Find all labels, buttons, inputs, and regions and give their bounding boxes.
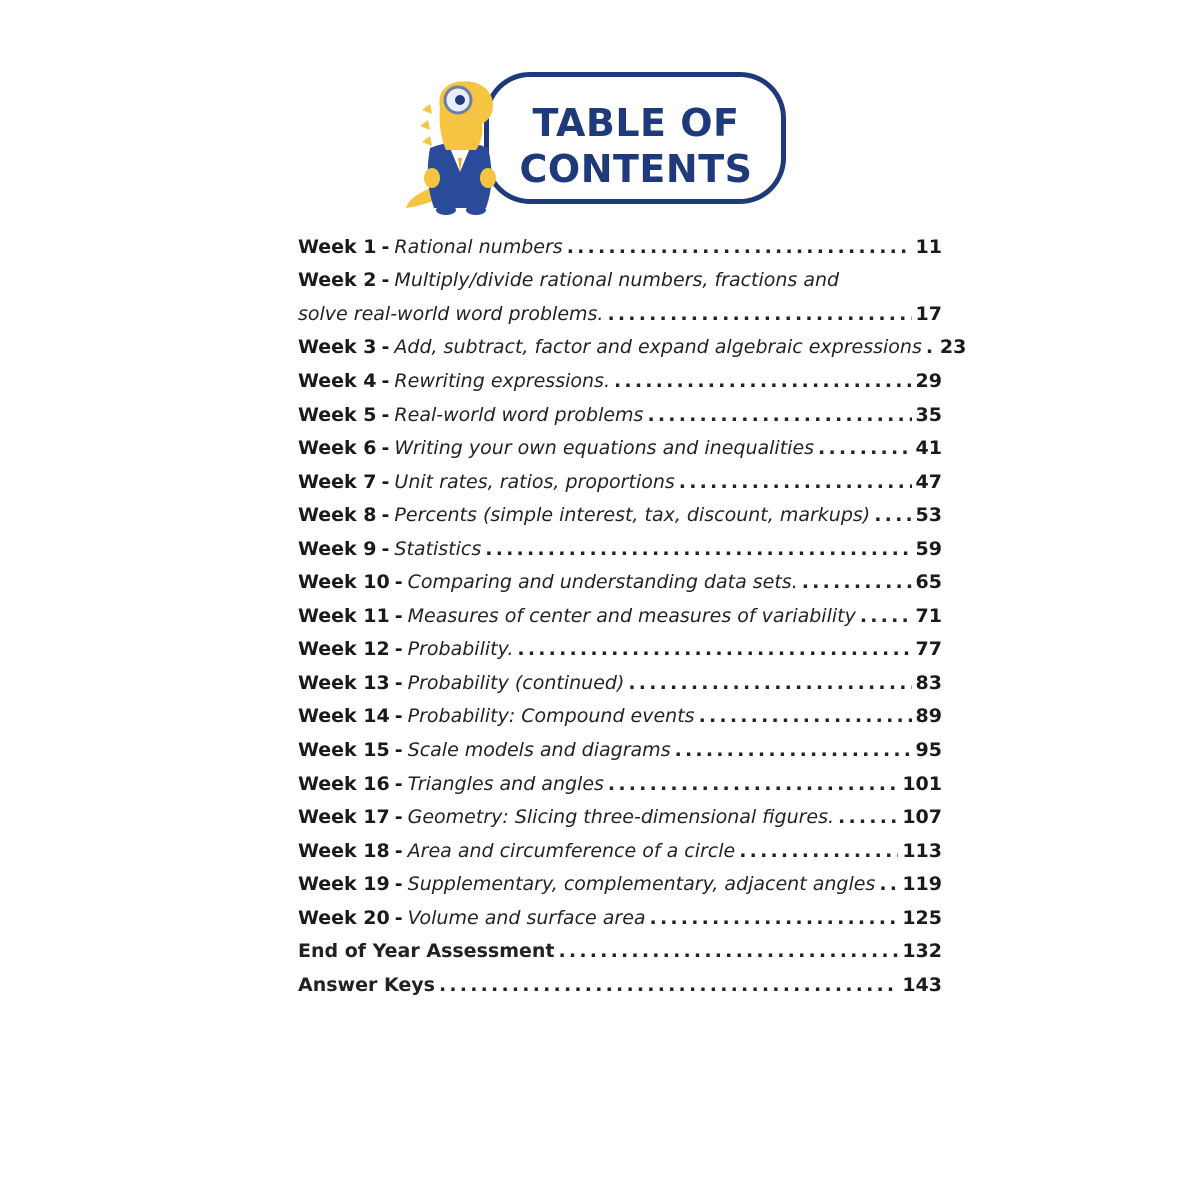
dot-leader bbox=[818, 437, 912, 459]
page-number: 59 bbox=[915, 537, 942, 560]
toc-entry-week-3[interactable] bbox=[298, 331, 967, 365]
entry-title: Area and circumference of a circle bbox=[407, 839, 736, 862]
dot-leader bbox=[838, 806, 898, 828]
entry-title: Rewriting expressions. bbox=[394, 369, 610, 392]
separator: - bbox=[381, 437, 390, 460]
toc-entry-week-19[interactable] bbox=[298, 867, 942, 901]
page-number: 17 bbox=[915, 302, 942, 325]
separator: - bbox=[381, 235, 390, 258]
toc-entry-week-1[interactable] bbox=[298, 230, 942, 264]
toc-entry-week-15[interactable] bbox=[298, 733, 942, 767]
entry-title-continued: solve real-world word problems. bbox=[298, 302, 604, 325]
dot-leader bbox=[650, 907, 899, 929]
entry-title: Add, subtract, factor and expand algebraic expressions bbox=[394, 336, 922, 359]
entry-title: Answer Keys bbox=[298, 973, 435, 996]
week-label: Week 17 bbox=[298, 806, 390, 829]
week-label: Week 10 bbox=[298, 571, 390, 594]
separator: - bbox=[394, 839, 403, 862]
entry-title: Scale models and diagrams bbox=[407, 738, 671, 761]
separator: - bbox=[394, 705, 403, 728]
dot-leader bbox=[926, 336, 936, 358]
page-number: 125 bbox=[902, 906, 942, 929]
separator: - bbox=[394, 873, 403, 896]
dot-leader bbox=[874, 504, 911, 526]
page-number: 89 bbox=[915, 705, 942, 728]
week-label: Week 3 bbox=[298, 336, 377, 359]
title-line-1: TABLE OF bbox=[532, 101, 740, 145]
toc-entry-week-17[interactable] bbox=[298, 800, 942, 834]
separator: - bbox=[381, 470, 390, 493]
toc-header bbox=[400, 58, 800, 218]
toc-entry-end-of-year-assessment[interactable] bbox=[298, 934, 942, 968]
toc-entry-week-10[interactable] bbox=[298, 565, 942, 599]
dot-leader bbox=[699, 705, 912, 727]
toc-entry-week-2-continued[interactable] bbox=[298, 297, 942, 331]
dot-leader bbox=[614, 370, 912, 392]
week-label: Week 12 bbox=[298, 638, 390, 661]
page-number: 107 bbox=[902, 806, 942, 829]
separator: - bbox=[381, 269, 390, 292]
week-label: Week 20 bbox=[298, 906, 390, 929]
dot-leader bbox=[558, 940, 898, 962]
dot-leader bbox=[628, 672, 911, 694]
dot-leader bbox=[608, 773, 898, 795]
separator: - bbox=[394, 671, 403, 694]
entry-title: Unit rates, ratios, proportions bbox=[394, 470, 675, 493]
entry-title: Probability: Compound events bbox=[407, 705, 695, 728]
page-number: 113 bbox=[902, 839, 942, 862]
dot-leader bbox=[567, 236, 912, 258]
week-label: Week 1 bbox=[298, 235, 377, 258]
page-number: 41 bbox=[915, 437, 942, 460]
dot-leader bbox=[485, 538, 911, 560]
dot-leader bbox=[739, 840, 898, 862]
title-line-2: CONTENTS bbox=[519, 147, 753, 191]
week-label: Week 18 bbox=[298, 839, 390, 862]
entry-title: Volume and surface area bbox=[407, 906, 646, 929]
dot-leader bbox=[879, 873, 898, 895]
page-number: 11 bbox=[915, 235, 942, 258]
page-number: 23 bbox=[939, 336, 967, 359]
dot-leader bbox=[802, 571, 912, 593]
toc-entry-answer-keys[interactable] bbox=[298, 968, 942, 1002]
page-number: 29 bbox=[915, 369, 942, 392]
entry-title: Multiply/divide rational numbers, fractions and bbox=[394, 269, 840, 292]
entry-title: Triangles and angles bbox=[407, 772, 604, 795]
separator: - bbox=[381, 504, 390, 527]
entry-title: Measures of center and measures of variability bbox=[407, 604, 856, 627]
separator: - bbox=[394, 638, 403, 661]
page-number: 119 bbox=[902, 873, 942, 896]
separator: - bbox=[394, 571, 403, 594]
separator: - bbox=[394, 604, 403, 627]
toc-entry-week-4[interactable] bbox=[298, 364, 942, 398]
page-number: 132 bbox=[902, 940, 942, 963]
week-label: Week 7 bbox=[298, 470, 377, 493]
entry-title: Rational numbers bbox=[394, 235, 563, 258]
entry-title: Geometry: Slicing three-dimensional figures. bbox=[407, 806, 835, 829]
dot-leader bbox=[675, 739, 912, 761]
week-label: Week 2 bbox=[298, 269, 377, 292]
page-title bbox=[500, 100, 772, 192]
week-label: Week 9 bbox=[298, 537, 377, 560]
dot-leader bbox=[439, 974, 898, 996]
page-number: 47 bbox=[915, 470, 942, 493]
week-label: Week 6 bbox=[298, 437, 377, 460]
toc-entry-week-8[interactable] bbox=[298, 498, 942, 532]
week-label: Week 11 bbox=[298, 604, 390, 627]
separator: - bbox=[394, 806, 403, 829]
separator: - bbox=[394, 772, 403, 795]
week-label: Week 5 bbox=[298, 403, 377, 426]
toc-entry-week-16[interactable] bbox=[298, 767, 942, 801]
toc-entry-week-20[interactable] bbox=[298, 901, 942, 935]
dot-leader bbox=[860, 605, 912, 627]
toc-entry-week-14[interactable] bbox=[298, 700, 942, 734]
page-number: 35 bbox=[915, 403, 942, 426]
toc-entry-week-18[interactable] bbox=[298, 834, 942, 868]
dinosaur-mascot-icon bbox=[400, 68, 520, 218]
table-of-contents bbox=[298, 230, 967, 1002]
toc-entry-week-5[interactable] bbox=[298, 398, 942, 432]
entry-title: Supplementary, complementary, adjacent angles bbox=[407, 873, 876, 896]
page-number: 53 bbox=[915, 504, 942, 527]
page-number: 95 bbox=[915, 738, 942, 761]
week-label: Week 14 bbox=[298, 705, 390, 728]
entry-title: Probability. bbox=[407, 638, 514, 661]
dot-leader bbox=[517, 638, 911, 660]
entry-title: Writing your own equations and inequalities bbox=[394, 437, 815, 460]
week-label: Week 15 bbox=[298, 738, 390, 761]
toc-entry-week-9[interactable] bbox=[298, 532, 942, 566]
dot-leader bbox=[647, 404, 911, 426]
page-number: 143 bbox=[902, 973, 942, 996]
separator: - bbox=[381, 336, 390, 359]
week-label: Week 16 bbox=[298, 772, 390, 795]
separator: - bbox=[394, 738, 403, 761]
entry-title: Real-world word problems bbox=[394, 403, 644, 426]
toc-entry-week-7[interactable] bbox=[298, 465, 942, 499]
page-number: 65 bbox=[915, 571, 942, 594]
separator: - bbox=[381, 537, 390, 560]
entry-title: Comparing and understanding data sets. bbox=[407, 571, 798, 594]
toc-entry-week-11[interactable] bbox=[298, 599, 942, 633]
week-label: Week 4 bbox=[298, 369, 377, 392]
toc-entry-week-2[interactable] bbox=[298, 264, 942, 298]
toc-entry-week-12[interactable] bbox=[298, 633, 942, 667]
toc-entry-week-13[interactable] bbox=[298, 666, 942, 700]
page-number: 71 bbox=[915, 604, 942, 627]
entry-title: Statistics bbox=[394, 537, 482, 560]
page-number: 77 bbox=[915, 638, 942, 661]
entry-title: Probability (continued) bbox=[407, 671, 625, 694]
dot-leader bbox=[679, 471, 912, 493]
toc-entry-week-6[interactable] bbox=[298, 431, 942, 465]
entry-title: End of Year Assessment bbox=[298, 940, 555, 963]
dot-leader bbox=[607, 303, 911, 325]
separator: - bbox=[381, 403, 390, 426]
entry-title: Percents (simple interest, tax, discount, markups) bbox=[394, 504, 871, 527]
week-label: Week 13 bbox=[298, 671, 390, 694]
page-number: 83 bbox=[915, 671, 942, 694]
page-number: 101 bbox=[902, 772, 942, 795]
week-label: Week 19 bbox=[298, 873, 390, 896]
week-label: Week 8 bbox=[298, 504, 377, 527]
separator: - bbox=[394, 906, 403, 929]
separator: - bbox=[381, 369, 390, 392]
